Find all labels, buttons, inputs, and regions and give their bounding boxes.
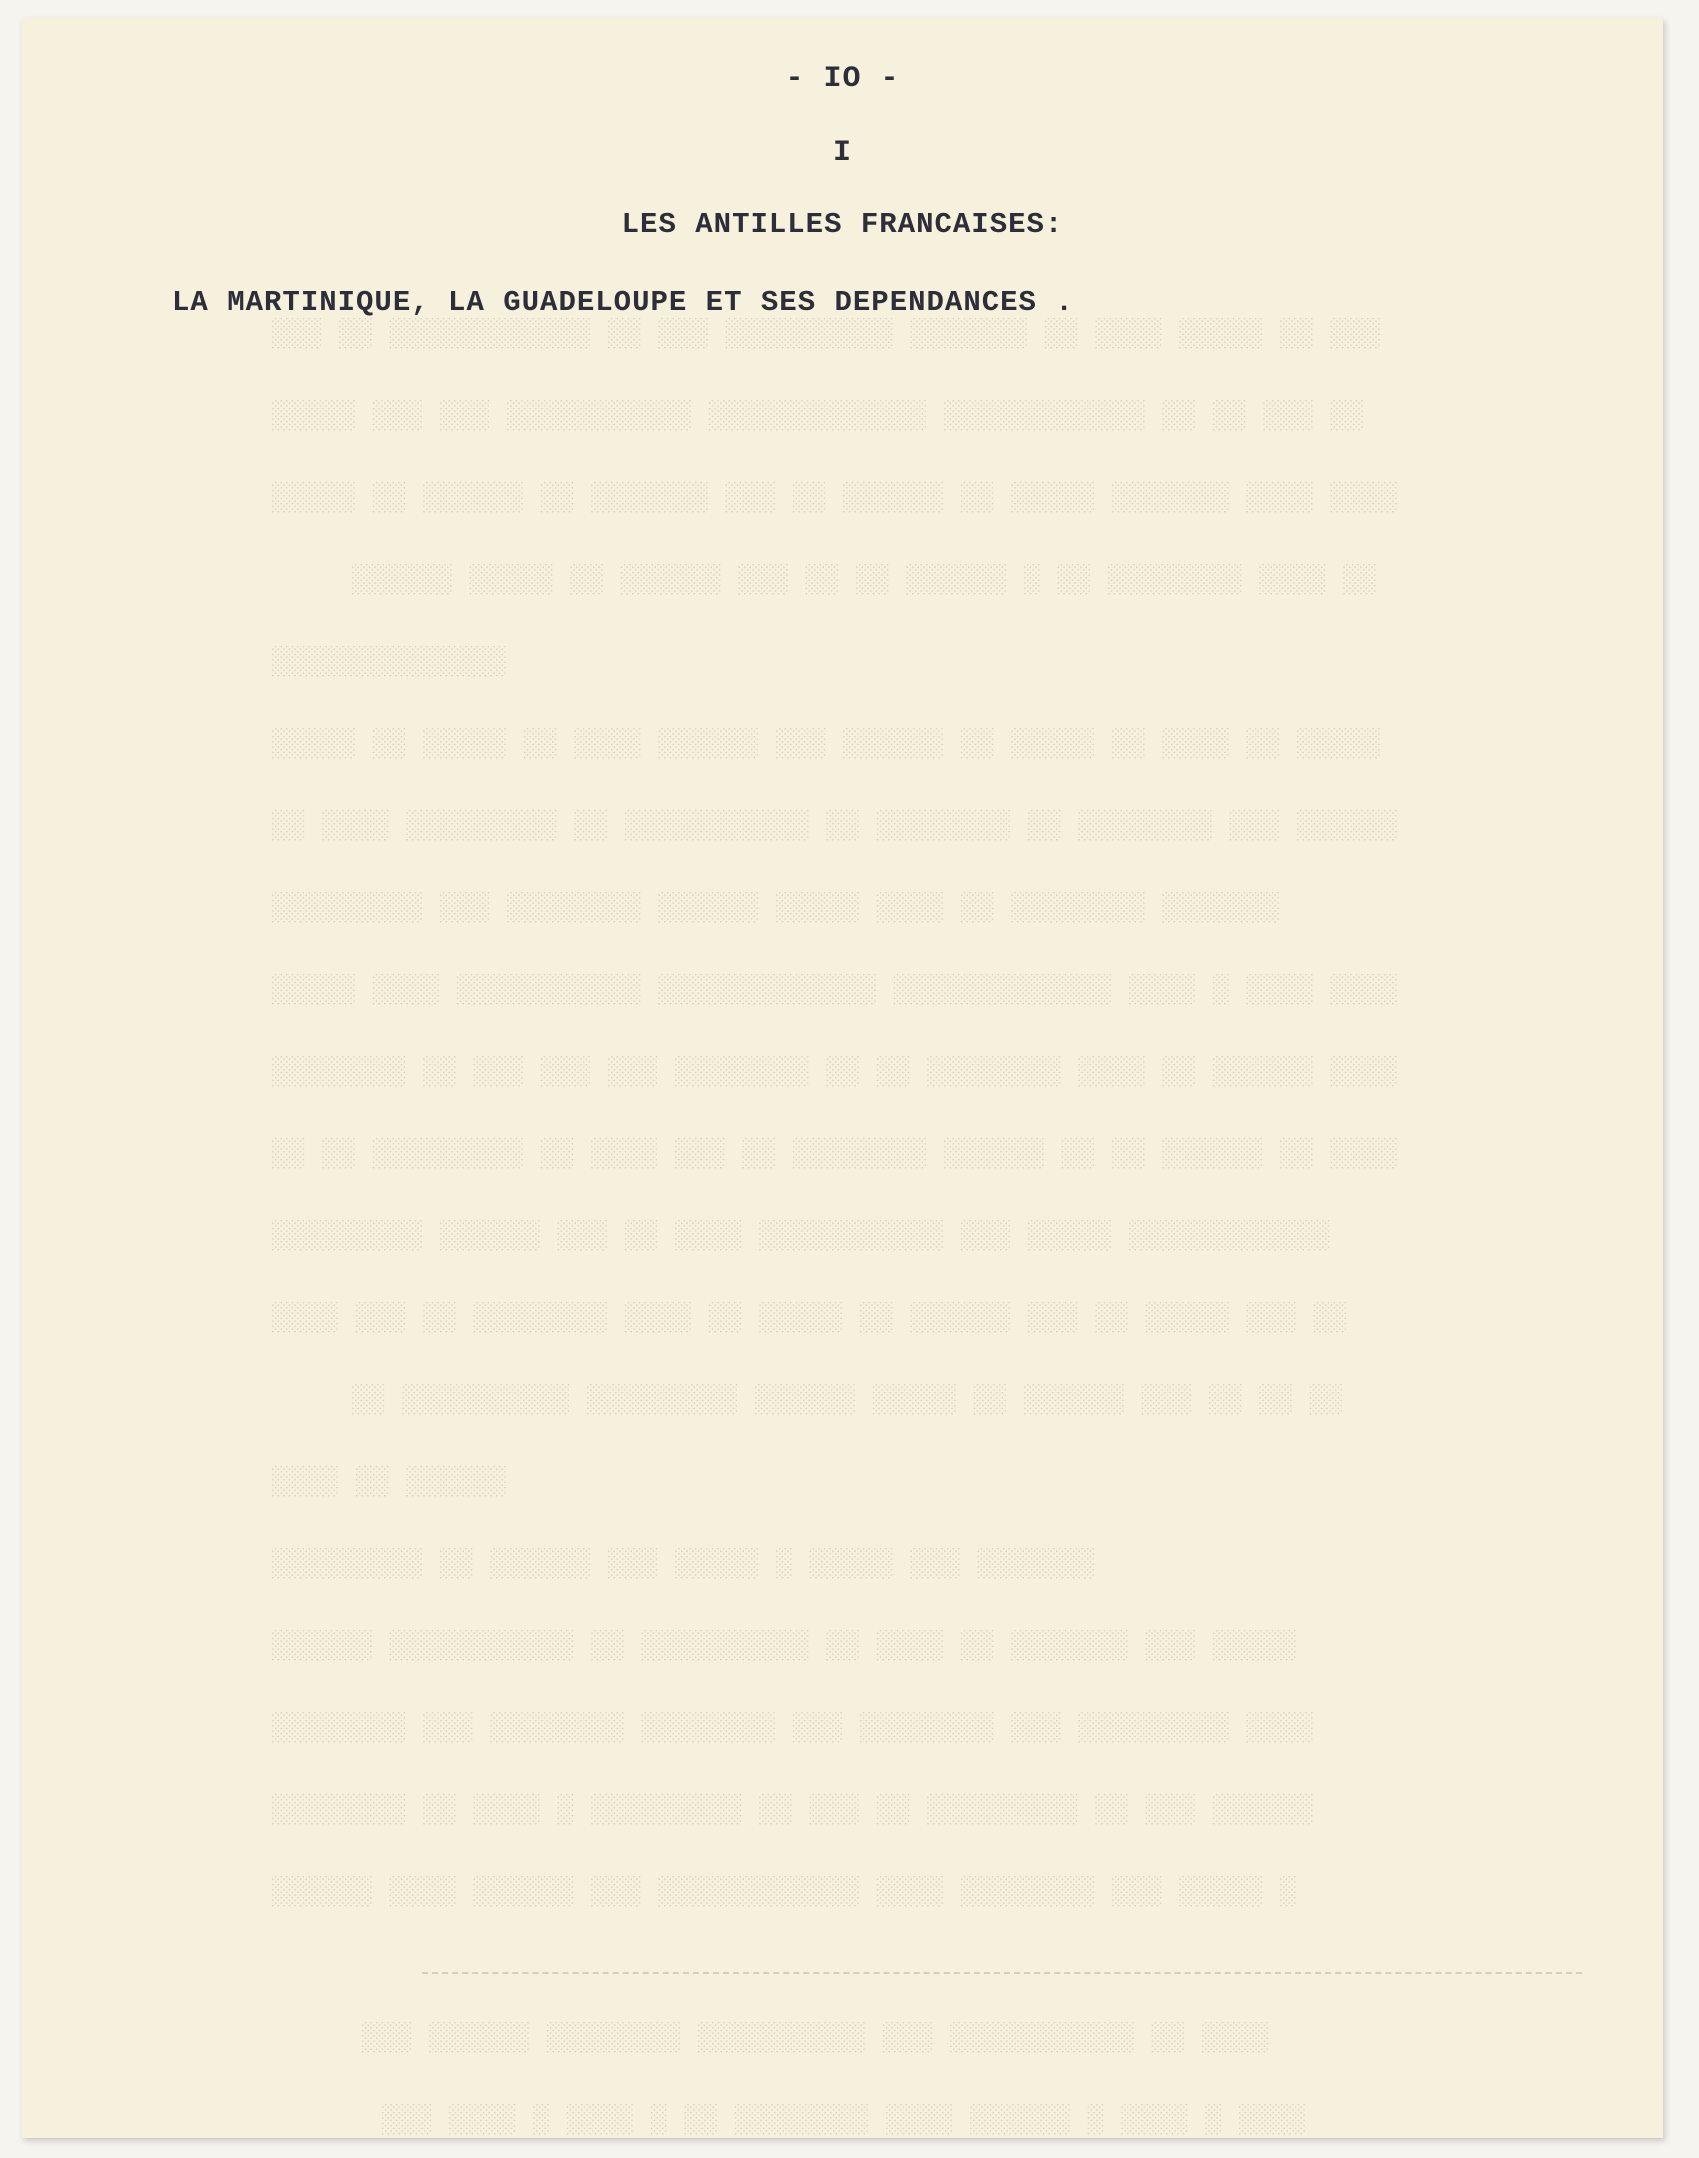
section-subtitle: LA MARTINIQUE, LA GUADELOUPE ET SES DEPENDANCES . — [172, 286, 1074, 319]
section-numeral: I — [832, 136, 852, 170]
section-title: LES ANTILLES FRANCAISES: — [621, 208, 1064, 241]
document-page — [22, 18, 1663, 2138]
bleed-through-texture: ░░░ ░░░░ ░ ░░░░ ░ ░░ ░░░░░░░░ ░░░░ ░░░░░░ ░ ░░░░ ░ ░░░░ ░░░ ░░░░░░ ░░░░░░░░ ░░░░░░░░░░ ░░░ ░░░░░░░░░░░ ░░ ░░░░ ░░░░░░ ░░░░ ░░░░░░ ░░░ ░░░░░░░░░░░░ ░░░░ ░░░░░░░░ ░░░ ░░░░░ ░ ░░░░░░░░ ░░ ░░░░ ░ ░░░░░░░░░ ░░ ░░░ ░░ ░░░░░░░░░ ░░ ░░░ ░░░░░░ ░░░░░░░░ ░░░ ░░░░░░░░ ░░░░░░░░ ░░░ ░░░░░░░░ ░░░ ░░░░░░░░░ ░░░░ ░░░░░░ ░░░░░░░░░░░ ░░ ░░░░░░░░░░ ░░ ░░░░ ░░ ░░░░░░░ ░░░ ░░░░░ ░░░░░░░░░ ░░ ░░░░░░ ░░░ ░░░░░ ░ ░░░░░ ░░░ ░░░░░░░ ░░░░ ░░ ░░░░░░ ░░ ░░░░░░░░░░ ░░░░░░░░░ ░░░░░░ ░░░░░ ░░ ░░░░░░ ░░░ ░░ ░░ ░░ ░░░░ ░░░ ░░ ░░░░░░░░ ░░░░ ░░ ░░░░░ ░░ ░░░░░░ ░░░ ░░ ░░░░░ ░░░ ░░ ░░░░░░░░░ ░░░░░░ ░░░ ░░ ░░░░ ░░░░░░░░░░░ ░░░ ░░░░░ ░░░░░░░░░░░░ ░░ ░░ ░░░░░░░░░ ░░ ░░░░ ░░░ ░░ ░░░░░░░░ ░░░░░░ ░░ ░░ ░░░░░░ ░░ ░░░░ ░░░░░░░░ ░░ ░░░ ░░░ ░░░ ░░░░░░░░ ░░ ░░ ░░░░░░░░ ░░░░ ░░ ░░░░░░ ░░░░ ░░░░░ ░░░░ ░░░░░░░░░░░ ░░░░░░░░░░░░░ ░░░░░░░░░░░░░ ░░░░ ░ ░░░░ ░░░░ ░░░░░░░░░ ░░░ ░░░░░░░░ ░░░░░░ ░░░░░ ░░░░ ░░ ░░░░░░░░ ░░░░░░░ ░░ ░░░░ ░░░░░░░░░ ░░ ░░░░░░░░░░░ ░░ ░░░░░░░░ ░░ ░░░░░░░░ ░░░ ░░░░░░ ░░░░░ ░░ ░░░░░ ░░ ░░░░ ░░░░░░ ░░░ ░░░░░░ ░░ ░░░░░ ░░ ░░░░ ░░ ░░░░░ ░░░░░░░░░░░░░░ ░░░░░░ ░░░░░ ░░ ░░░░░░ ░░░ ░░ ░░ ░░░░░░ ░ ░░ ░░░░░░░░ ░░░░ ░░ ░░░░░ ░░ ░░░░░░ ░░ ░░░░░░░ ░░░ ░░ ░░░░░░ ░░ ░░░░░ ░░░░░░░ ░░░░ ░░░░ ░░░░░ ░░░ ░░░ ░░░░░░░░░░░ ░░░░░░░░░░░░░ ░░░░░░░░░░░░ ░░ ░░ ░░░ ░░ ░░░ ░░ ░░░░░░░░░░░░ ░░ ░░░ ░░░░░░░░░░ ░░░░░░░ ░░ ░░░░ ░░░░░ ░░ ░░░ — [272, 168, 1642, 2158]
page-number: - IO - — [785, 62, 900, 96]
